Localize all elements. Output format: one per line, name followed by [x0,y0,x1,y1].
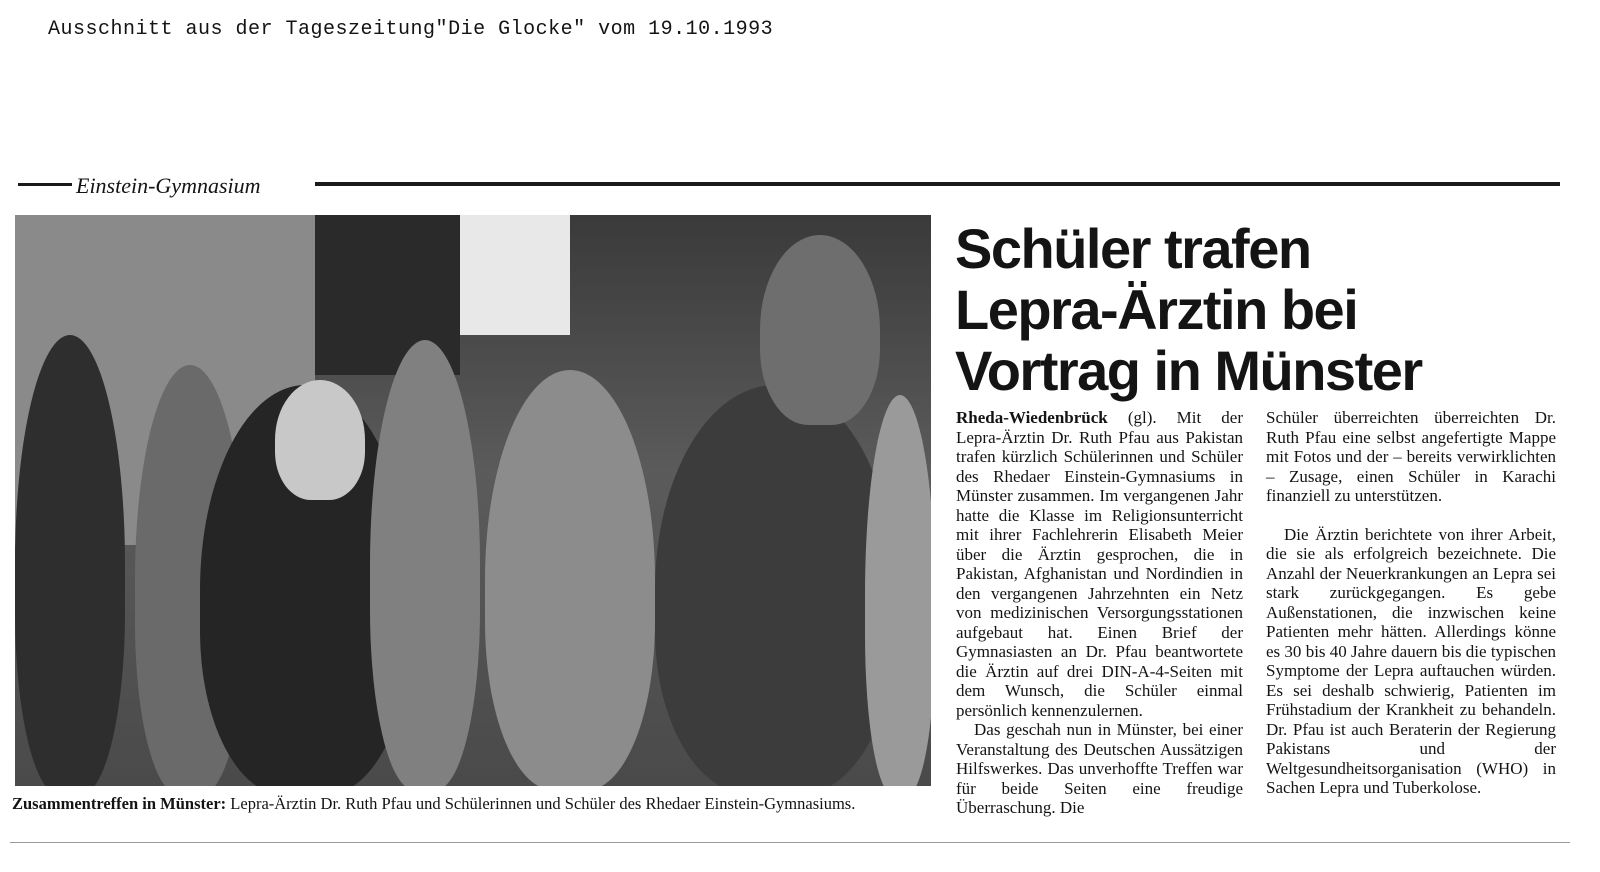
photo-person [370,340,480,786]
photo-person [275,380,365,500]
section-label: Einstein-Gymnasium [76,173,261,198]
clipping-source-line: Ausschnitt aus der Tageszeitung"Die Glocke" vom 19.10.1993 [48,18,774,41]
article-paragraph [956,408,1243,720]
photo-person [485,370,655,786]
article-column-2 [1266,408,1556,798]
photo-caption [12,794,932,814]
photo-person [655,385,895,786]
dateline: Rheda-Wiedenbrück [956,408,1108,427]
headline-line-2: Lepra-Ärztin bei [955,278,1358,341]
caption-lead: Zusammentreffen in Münster: [12,794,227,813]
headline-line-1: Schüler trafen [955,217,1311,280]
paragraph-text: (gl). Mit der Lepra-Ärztin Dr. Ruth Pfau aus Pakistan trafen kürzlich Schülerinnen und Schüler des Rhedaer Einstein-Gymnasiums in Münster zusammen. Im vergangenen Jahr hatte die Klasse im Religionsunterricht mit ihrer Fachlehrerin Elisabeth Meier über die Ärztin gesprochen, die in Pakistan, Afghanistan und Nordindien in den vergangenen Jahrzehnten ein Netz von medizinischen Versorgungsstationen aufgebaut hat. Einen Brief der Gymnasiasten an Dr. Pfau beantwortete die Ärztin auf drei DIN-A-4-Seiten mit dem Wunsch, die Schüler einmal persönlich kennenzulernen. [956,408,1243,720]
photo-person [865,395,931,786]
section-rule-left [18,183,72,186]
photo-window [460,215,570,335]
article-column-1 [956,408,1243,818]
photo-person [760,235,880,425]
article-paragraph: Das geschah nun in Münster, bei einer Veranstaltung des Deutschen Aussätzigen Hilfswerkes. Das unverhoffte Treffen war für beide Seiten eine freudige Überraschung. Die [956,720,1243,817]
section-rule-right [315,182,1560,186]
bottom-rule [10,842,1570,843]
headline-line-3: Vortrag in Münster [955,339,1422,402]
caption-text: Lepra-Ärztin Dr. Ruth Pfau und Schülerinnen und Schüler des Rhedaer Einstein-Gymnasiums. [226,794,856,813]
headline [955,218,1575,401]
news-photo [15,215,931,786]
article-paragraph: Die Ärztin berichtete von ihrer Arbeit, die sie als erfolgreich bezeichnete. Die Anzahl der Neuerkrankungen an Lepra sei stark zurückgegangen. Es gebe Außenstationen, die inzwischen keine Patienten mehr hätten. Allerdings könne es 30 bis 40 Jahre dauern bis die typischen Symptome der Lepra auftauchen würden. Es sei deshalb schwierig, Patienten im Frühstadium der Krankheit zu behandeln. Dr. Pfau ist auch Beraterin der Regierung Pakistans und der Weltgesundheitsorganisation (WHO) in Sachen Lepra und Tuberkolose. [1266,524,1556,797]
photo-person [15,335,125,786]
article-paragraph: Schüler überreichten überreichten Dr. Ruth Pfau eine selbst angefertigte Mappe mit Fotos und der – bereits verwirklichten – Zusage, einen Schüler in Karachi finanziell zu unterstützen. [1266,408,1556,505]
